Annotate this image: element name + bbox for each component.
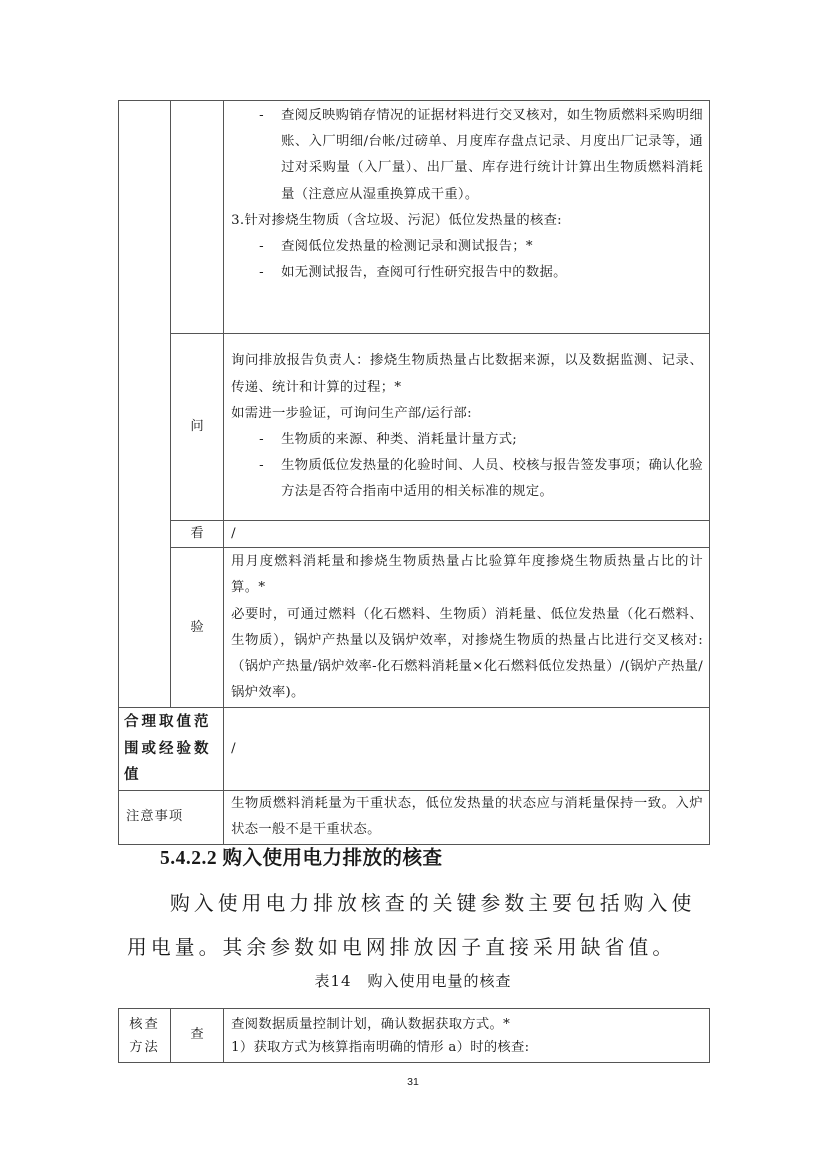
reasonable-range-label: 合理取值范围或经验数值 (119, 708, 224, 791)
row-label-kan: 看 (171, 521, 224, 548)
page-number: 31 (407, 1076, 419, 1088)
bullet-dash: - (259, 239, 264, 255)
bullet-text: 查阅低位发热量的检测记录和测试报告；* (281, 239, 533, 255)
paragraph-text: 购入使用电力排放核查的关键参数主要包括购入使用电量。其余参数如电网排放因子直接采用缺省值。 (127, 892, 696, 959)
row-label-wen: 问 (171, 334, 224, 521)
table-row (119, 708, 710, 791)
bullet-dash: - (259, 432, 264, 447)
bullet-dash: - (259, 458, 264, 474)
bullet-text: 生物质的来源、种类、消耗量计量方式; (281, 432, 518, 447)
item-3-heading: 3.针对掺烧生物质（含垃圾、污泥）低位发热量的核查: (231, 212, 562, 228)
row-label-cha (171, 101, 224, 334)
list-item (231, 427, 703, 453)
table-13-continued (118, 100, 710, 845)
bullet-text: 查阅反映购销存情况的证据材料进行交叉核对，如生物质燃料采购明细账、入厂明细/台帐/过磅单、月度库存盘点记录、月度出厂记录等，通过对采购量（入厂量）、出厂量、库存进行统计计算出生物质燃料消耗量（注意应从湿重换算成干重）。 (281, 108, 703, 202)
check-content (224, 1009, 710, 1063)
verify-line-1: 用月度燃料消耗量和掺烧生物质热量占比验算年度掺烧生物质热量占比的计算。* (231, 554, 703, 596)
table-row (119, 101, 710, 334)
ask-line-1: 询问排放报告负责人：掺烧生物质热量占比数据来源，以及数据监测、记录、传递、统计和计算的过程；* (231, 353, 703, 395)
look-content: / (224, 521, 710, 548)
notes-content: 生物质燃料消耗量为干重状态，低位发热量的状态应与消耗量保持一致。入炉状态一般不是干重状态。 (224, 791, 710, 844)
list-item (231, 103, 703, 208)
list-item (231, 260, 703, 286)
row-label-cha: 查 (171, 1009, 224, 1063)
table-row (119, 548, 710, 708)
bullet-text: 生物质低位发热量的化验时间、人员、校核与报告签发事项；确认化验方法是否符合指南中适用的相关标准的规定。 (281, 458, 703, 500)
ask-content (224, 334, 710, 521)
list-item (231, 453, 703, 505)
method-column-cell (119, 101, 171, 708)
table-row (119, 1009, 710, 1063)
reasonable-range-value: / (224, 708, 710, 791)
section-paragraph (127, 882, 717, 969)
row-label-yan: 验 (171, 548, 224, 708)
verify-line-2: 必要时，可通过燃料（化石燃料、生物质）消耗量、低位发热量（化石燃料、生物质），锅炉产热量以及锅炉效率，对掺烧生物质的热量占比进行交叉核对:（锅炉产热量/锅炉效率-化石燃料消耗量×化石燃料低位发热量）/(锅炉产热量/锅炉效率)。 (231, 606, 703, 701)
check-line-1: 查阅数据质量控制计划，确认数据获取方式。* (231, 1016, 511, 1032)
method-label: 核查方法 (119, 1009, 171, 1063)
bullet-dash: - (259, 108, 264, 123)
bullet-text: 如无测试报告，查阅可行性研究报告中的数据。 (281, 265, 567, 281)
notes-label: 注意事项 (119, 791, 224, 844)
ask-line-2: 如需进一步验证，可询问生产部/运行部: (231, 405, 472, 421)
check-content (224, 101, 710, 334)
table-14 (118, 1008, 710, 1063)
table-caption: 表14 购入使用电量的核查 (314, 972, 512, 990)
table-row (119, 791, 710, 844)
verify-content (224, 548, 710, 708)
table-row (119, 334, 710, 521)
table-row (119, 521, 710, 548)
bullet-dash: - (259, 265, 264, 281)
list-item (231, 234, 703, 260)
check-line-2: 1）获取方式为核算指南明确的情形 a）时的核查: (231, 1039, 530, 1055)
section-heading: 5.4.2.2 购入使用电力排放的核查 (160, 848, 443, 869)
